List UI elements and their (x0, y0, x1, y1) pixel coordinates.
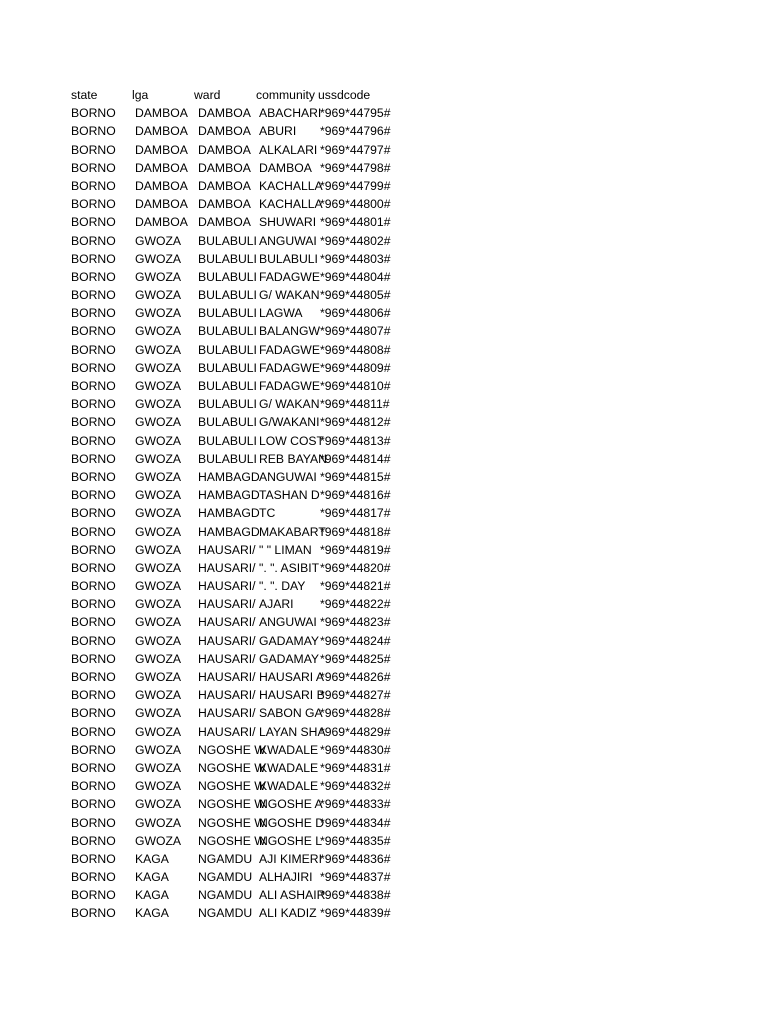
cell-state: BORNO (71, 469, 116, 484)
cell-lga: GWOZA (135, 742, 182, 757)
table-row (70, 195, 410, 213)
table-row (70, 341, 410, 359)
cell-ward: BULABULI (198, 379, 257, 393)
cell-state: BORNO (71, 397, 116, 412)
header-row (70, 86, 410, 104)
cell-lga: GWOZA (135, 306, 182, 321)
header-ward: ward (194, 88, 221, 102)
cell-ussdcode: *969*44805# (320, 288, 391, 303)
cell-state: BORNO (71, 306, 116, 321)
cell-community: ANGUWAI (259, 233, 317, 248)
cell-ward: NGAMDU (198, 888, 253, 903)
cell-community: ANGUWAI (259, 615, 317, 630)
table-row (70, 759, 410, 777)
table-row (70, 741, 410, 759)
cell-ward: BULABULI (198, 288, 257, 303)
cell-lga: GWOZA (135, 706, 182, 721)
cell-ward: HAUSARI/ (198, 597, 256, 612)
table-row (70, 668, 410, 686)
table-row (70, 523, 410, 541)
cell-lga: DAMBOA (135, 197, 188, 212)
cell-state: BORNO (71, 851, 116, 866)
cell-community: SABON GA (259, 706, 323, 721)
cell-ward: HAUSARI/ (198, 706, 256, 721)
table-row (70, 577, 410, 595)
cell-state: BORNO (71, 251, 116, 266)
cell-ward: HAUSARI/ (198, 688, 256, 703)
cell-state: BORNO (71, 160, 116, 175)
cell-lga: GWOZA (135, 579, 182, 594)
cell-ward: DAMBOA (198, 215, 251, 230)
table-row (70, 723, 410, 741)
cell-ussdcode: *969*44822# (320, 597, 391, 612)
cell-lga: GWOZA (135, 488, 182, 503)
cell-state: BORNO (71, 542, 116, 557)
table-row (70, 795, 410, 813)
cell-ward: DAMBOA (198, 178, 251, 193)
cell-ussdcode: *969*44829# (320, 724, 391, 739)
cell-community: KWADALE (259, 779, 319, 794)
cell-ussdcode: *969*44825# (320, 651, 391, 666)
cell-community: ALI ASHAIR (259, 888, 326, 903)
cell-lga: GWOZA (135, 379, 182, 393)
cell-community: ANGUWAI (259, 469, 317, 484)
cell-ward: BULABULI (198, 342, 257, 357)
table-row (70, 468, 410, 486)
cell-community: BULABULI (259, 251, 318, 266)
table-row (70, 122, 410, 140)
cell-lga: GWOZA (135, 524, 182, 539)
cell-lga: GWOZA (135, 433, 182, 448)
cell-community: KWADALE (259, 742, 319, 757)
cell-state: BORNO (71, 779, 116, 794)
cell-lga: GWOZA (135, 269, 182, 284)
cell-lga: DAMBOA (135, 124, 188, 139)
cell-ward: HAMBAGD (198, 506, 260, 521)
table-row (70, 395, 410, 413)
cell-state: BORNO (71, 706, 116, 721)
cell-ussdcode: *969*44802# (320, 233, 391, 248)
cell-ward: BULABULI (198, 397, 257, 412)
cell-state: BORNO (71, 324, 116, 339)
cell-ward: HAMBAGD (198, 488, 260, 503)
cell-community: ABURI (259, 124, 297, 139)
cell-ward: DAMBOA (198, 106, 251, 121)
cell-ussdcode: *969*44823# (320, 615, 391, 630)
cell-ward: HAUSARI/ (198, 651, 256, 666)
cell-community: SHUWARI (259, 215, 317, 230)
cell-state: BORNO (71, 124, 116, 139)
table-row (70, 814, 410, 832)
cell-state: BORNO (71, 379, 116, 393)
cell-ussdcode: *969*44807# (320, 324, 391, 339)
cell-community: FADAGWE (259, 360, 320, 375)
cell-ward: DAMBOA (198, 197, 251, 212)
cell-community: G/ WAKAN (259, 397, 320, 412)
cell-state: BORNO (71, 488, 116, 503)
table-row (70, 595, 410, 613)
cell-community: ALHAJIRI (259, 870, 313, 885)
cell-lga: GWOZA (135, 597, 182, 612)
cell-ussdcode: *969*44835# (320, 833, 391, 848)
cell-lga: GWOZA (135, 651, 182, 666)
cell-community: BALANGW (259, 324, 320, 339)
cell-ussdcode: *969*44796# (320, 124, 391, 139)
cell-state: BORNO (71, 888, 116, 903)
cell-ward: NGOSHE W (198, 760, 266, 775)
cell-lga: DAMBOA (135, 106, 188, 121)
cell-community: NGOSHE A (259, 797, 323, 812)
cell-community: FADAGWE (259, 342, 320, 357)
cell-state: BORNO (71, 288, 116, 303)
cell-community: NGOSHE L (259, 833, 322, 848)
table-body (70, 104, 410, 922)
cell-ussdcode: *969*44814# (320, 451, 391, 466)
cell-community: ALKALARI (259, 142, 318, 157)
cell-ussdcode: *969*44808# (320, 342, 391, 357)
cell-ussdcode: *969*44838# (320, 888, 391, 903)
cell-lga: KAGA (135, 870, 169, 885)
cell-ward: BULABULI (198, 360, 257, 375)
cell-ussdcode: *969*44813# (320, 433, 391, 448)
cell-community: KACHALLA (259, 178, 323, 193)
cell-ussdcode: *969*44801# (320, 215, 391, 230)
cell-state: BORNO (71, 197, 116, 212)
cell-lga: GWOZA (135, 542, 182, 557)
cell-lga: GWOZA (135, 233, 182, 248)
cell-community: " " LIMAN (259, 542, 312, 557)
cell-state: BORNO (71, 215, 116, 230)
cell-state: BORNO (71, 742, 116, 757)
cell-state: BORNO (71, 670, 116, 684)
cell-lga: GWOZA (135, 451, 182, 466)
cell-lga: DAMBOA (135, 142, 188, 157)
cell-community: ALI KADIZ (259, 906, 317, 921)
table-row (70, 286, 410, 304)
table-row (70, 432, 410, 450)
cell-state: BORNO (71, 633, 116, 648)
table-row (70, 159, 410, 177)
cell-community: ". ". ASIBIT (259, 560, 320, 575)
header-lga: lga (132, 88, 149, 102)
cell-ussdcode: *969*44833# (320, 797, 391, 812)
cell-lga: GWOZA (135, 724, 182, 739)
cell-ussdcode: *969*44834# (320, 815, 391, 830)
cell-state: BORNO (71, 797, 116, 812)
cell-ward: HAUSARI/ (198, 560, 256, 575)
cell-lga: GWOZA (135, 670, 182, 684)
table-row (70, 704, 410, 722)
cell-ussdcode: *969*44830# (320, 742, 391, 757)
cell-ussdcode: *969*44836# (320, 851, 391, 866)
table-row (70, 850, 410, 868)
header-ussdcode: ussdcode (318, 88, 371, 102)
cell-community: KACHALLA (259, 197, 323, 212)
cell-state: BORNO (71, 415, 116, 430)
cell-ward: HAMBAGD (198, 469, 260, 484)
cell-ward: NGOSHE W (198, 742, 266, 757)
cell-state: BORNO (71, 615, 116, 630)
cell-state: BORNO (71, 760, 116, 775)
cell-ussdcode: *969*44798# (320, 160, 391, 175)
cell-ussdcode: *969*44804# (320, 269, 391, 284)
cell-ussdcode: *969*44800# (320, 197, 391, 212)
cell-community: GADAMAY (259, 633, 320, 648)
cell-state: BORNO (71, 506, 116, 521)
table-row (70, 141, 410, 159)
cell-ward: BULABULI (198, 451, 257, 466)
cell-community: HAUSARI A (259, 670, 325, 684)
cell-ussdcode: *969*44820# (320, 560, 391, 575)
cell-ussdcode: *969*44811# (320, 397, 390, 412)
cell-lga: GWOZA (135, 560, 182, 575)
cell-ward: BULABULI (198, 415, 257, 430)
cell-ussdcode: *969*44818# (320, 524, 391, 539)
table-row (70, 904, 410, 922)
cell-community: KWADALE (259, 760, 319, 775)
cell-state: BORNO (71, 106, 116, 121)
cell-state: BORNO (71, 360, 116, 375)
cell-ward: BULABULI (198, 251, 257, 266)
table-row (70, 650, 410, 668)
cell-lga: GWOZA (135, 615, 182, 630)
table-row (70, 413, 410, 431)
cell-ussdcode: *969*44832# (320, 779, 391, 794)
cell-ussdcode: *969*44803# (320, 251, 391, 266)
cell-community: FADAGWE (259, 269, 320, 284)
cell-lga: DAMBOA (135, 160, 188, 175)
cell-community: G/ WAKAN (259, 288, 320, 303)
table-row (70, 359, 410, 377)
cell-ward: HAMBAGD (198, 524, 260, 539)
cell-state: BORNO (71, 651, 116, 666)
cell-ussdcode: *969*44831# (320, 760, 391, 775)
cell-lga: KAGA (135, 906, 169, 921)
table-row (70, 832, 410, 850)
cell-ussdcode: *969*44812# (320, 415, 391, 430)
cell-ward: NGOSHE W (198, 815, 266, 830)
cell-ussdcode: *969*44821# (320, 579, 391, 594)
cell-ward: NGOSHE W (198, 797, 266, 812)
cell-community: GADAMAY (259, 651, 320, 666)
cell-ward: HAUSARI/ (198, 670, 256, 684)
table-row (70, 104, 410, 122)
table-row (70, 450, 410, 468)
cell-community: LAGWA (259, 306, 303, 321)
cell-community: ". ". DAY (259, 579, 306, 594)
cell-state: BORNO (71, 870, 116, 885)
table-row (70, 541, 410, 559)
cell-ussdcode: *969*44809# (320, 360, 391, 375)
cell-state: BORNO (71, 233, 116, 248)
cell-state: BORNO (71, 833, 116, 848)
cell-ussdcode: *969*44797# (320, 142, 391, 157)
cell-community: G/WAKANI (259, 415, 320, 430)
cell-ussdcode: *969*44828# (320, 706, 391, 721)
table-row (70, 304, 410, 322)
cell-community: DAMBOA (259, 160, 312, 175)
cell-ussdcode: *969*44819# (320, 542, 391, 557)
cell-community: ABACHARI (259, 106, 322, 121)
cell-state: BORNO (71, 142, 116, 157)
header-state: state (71, 88, 98, 102)
cell-ussdcode: *969*44806# (320, 306, 391, 321)
table-row (70, 250, 410, 268)
cell-state: BORNO (71, 688, 116, 703)
cell-lga: DAMBOA (135, 215, 188, 230)
cell-ussdcode: *969*44795# (320, 106, 391, 121)
cell-community: FADAGWE (259, 379, 320, 393)
cell-lga: GWOZA (135, 506, 182, 521)
table-row (70, 777, 410, 795)
table-row (70, 177, 410, 195)
cell-lga: GWOZA (135, 779, 182, 794)
cell-ward: HAUSARI/ (198, 615, 256, 630)
cell-state: BORNO (71, 433, 116, 448)
table-row (70, 632, 410, 650)
cell-ward: HAUSARI/ (198, 633, 256, 648)
cell-community: REB BAYAN (259, 451, 327, 466)
cell-community: AJI KIMERI (259, 851, 322, 866)
cell-ussdcode: *969*44817# (320, 506, 391, 521)
table-row (70, 686, 410, 704)
cell-ward: BULABULI (198, 433, 257, 448)
cell-lga: GWOZA (135, 251, 182, 266)
table-row (70, 268, 410, 286)
table-row (70, 322, 410, 340)
table-row (70, 486, 410, 504)
cell-ussdcode: *969*44827# (320, 688, 391, 703)
cell-ward: DAMBOA (198, 160, 251, 175)
cell-lga: GWOZA (135, 469, 182, 484)
cell-state: BORNO (71, 524, 116, 539)
cell-ward: HAUSARI/ (198, 724, 256, 739)
cell-lga: GWOZA (135, 288, 182, 303)
cell-ward: NGAMDU (198, 870, 253, 885)
cell-state: BORNO (71, 815, 116, 830)
cell-ussdcode: *969*44826# (320, 670, 391, 684)
cell-state: BORNO (71, 597, 116, 612)
cell-lga: GWOZA (135, 633, 182, 648)
spreadsheet-table (70, 86, 410, 923)
cell-state: BORNO (71, 724, 116, 739)
cell-lga: GWOZA (135, 815, 182, 830)
table-row (70, 504, 410, 522)
cell-state: BORNO (71, 178, 116, 193)
cell-ward: DAMBOA (198, 142, 251, 157)
table-row (70, 559, 410, 577)
cell-state: BORNO (71, 342, 116, 357)
cell-ward: NGOSHE W (198, 833, 266, 848)
cell-state: BORNO (71, 269, 116, 284)
cell-lga: GWOZA (135, 833, 182, 848)
cell-ward: NGAMDU (198, 851, 253, 866)
cell-community: NGOSHE D (259, 815, 325, 830)
cell-ussdcode: *969*44799# (320, 178, 391, 193)
cell-ward: BULABULI (198, 233, 257, 248)
cell-community: AJARI (259, 597, 294, 612)
cell-state: BORNO (71, 451, 116, 466)
table-row (70, 886, 410, 904)
cell-lga: GWOZA (135, 397, 182, 412)
cell-community: LAYAN SHA (259, 724, 326, 739)
table-row (70, 232, 410, 250)
cell-ward: BULABULI (198, 306, 257, 321)
cell-ward: DAMBOA (198, 124, 251, 139)
cell-ward: HAUSARI/ (198, 579, 256, 594)
cell-community: MAKABART (259, 524, 326, 539)
cell-ussdcode: *969*44810# (320, 379, 391, 393)
cell-lga: DAMBOA (135, 178, 188, 193)
table-row (70, 213, 410, 231)
table-row (70, 613, 410, 631)
cell-ussdcode: *969*44815# (320, 469, 391, 484)
cell-lga: GWOZA (135, 760, 182, 775)
cell-ussdcode: *969*44839# (320, 906, 391, 921)
cell-ward: BULABULI (198, 269, 257, 284)
cell-ussdcode: *969*44824# (320, 633, 391, 648)
cell-lga: GWOZA (135, 324, 182, 339)
cell-ussdcode: *969*44816# (320, 488, 391, 503)
cell-community: LOW COST (259, 433, 325, 448)
cell-lga: GWOZA (135, 688, 182, 703)
cell-ward: NGOSHE W (198, 779, 266, 794)
cell-ussdcode: *969*44837# (320, 870, 391, 885)
cell-ward: HAUSARI/ (198, 542, 256, 557)
header-community: community (256, 88, 315, 102)
cell-lga: KAGA (135, 888, 169, 903)
cell-lga: KAGA (135, 851, 169, 866)
cell-ward: BULABULI (198, 324, 257, 339)
cell-community: TC (259, 506, 276, 521)
cell-ward: NGAMDU (198, 906, 253, 921)
cell-state: BORNO (71, 560, 116, 575)
cell-community: TASHAN D (259, 488, 320, 503)
table-row (70, 377, 410, 395)
cell-community: HAUSARI B (259, 688, 325, 703)
cell-lga: GWOZA (135, 797, 182, 812)
cell-state: BORNO (71, 579, 116, 594)
cell-state: BORNO (71, 906, 116, 921)
cell-lga: GWOZA (135, 415, 182, 430)
table-row (70, 868, 410, 886)
cell-lga: GWOZA (135, 342, 182, 357)
cell-lga: GWOZA (135, 360, 182, 375)
